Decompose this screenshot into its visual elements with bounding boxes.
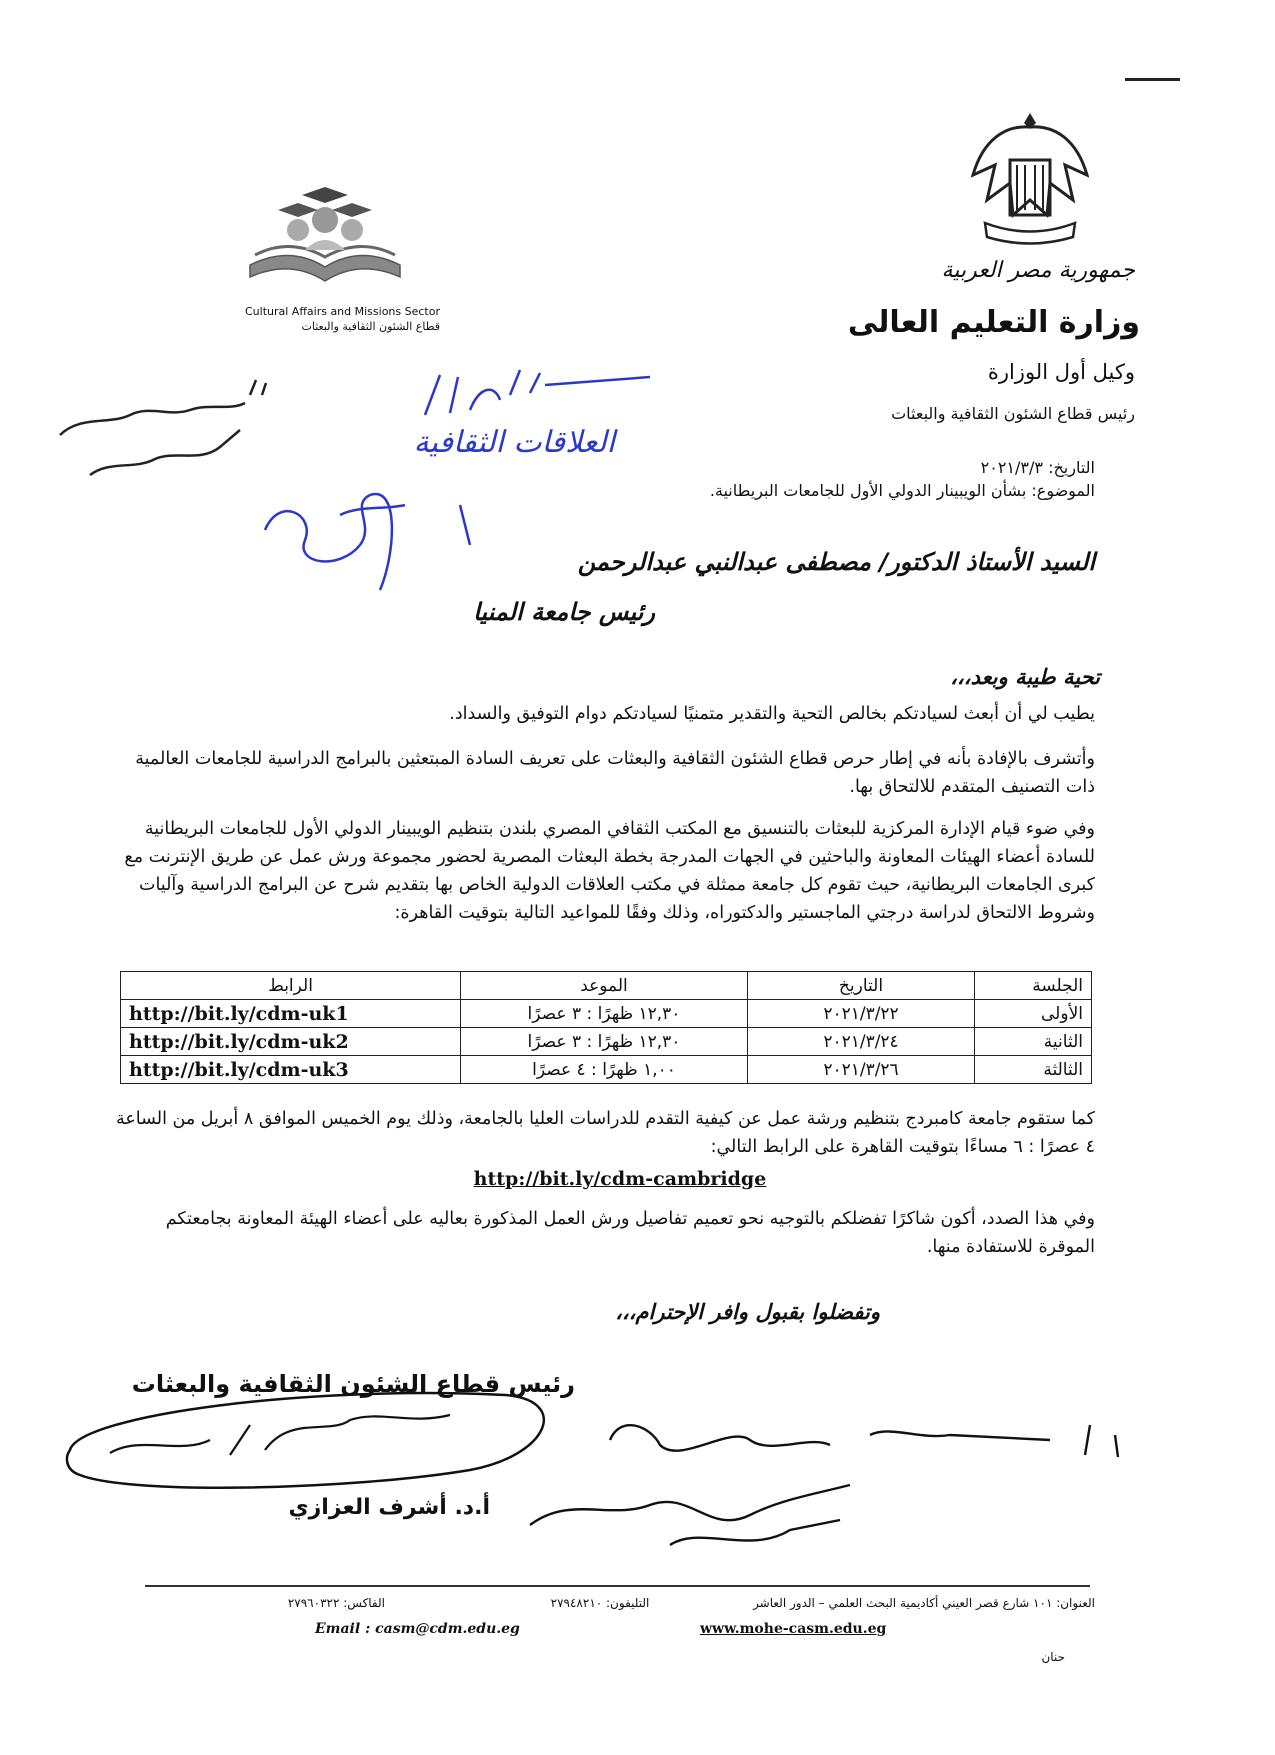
eagle-emblem-icon xyxy=(965,105,1095,250)
footer-divider xyxy=(145,1585,1090,1587)
signature-sector: رئيس قطاع الشئون الثقافية والبعثات xyxy=(131,1370,575,1398)
cambridge-link[interactable]: http://bit.ly/cdm-cambridge xyxy=(473,1168,767,1190)
header-time: الموعد xyxy=(461,972,748,1000)
footer-email[interactable]: Email : casm@cdm.edu.eg xyxy=(315,1621,520,1637)
corner-dash xyxy=(1125,78,1180,81)
greeting: تحية طيبة وبعد،،، xyxy=(950,665,1100,689)
footer-website-link[interactable]: www.mohe-casm.edu.eg xyxy=(700,1621,887,1637)
session-cell: الثالثة xyxy=(975,1056,1092,1084)
footer-initials: حنان xyxy=(1041,1650,1065,1664)
handwritten-signature-marks xyxy=(50,1345,1130,1585)
time-cell: ١٢,٣٠ ظهرًا : ٣ عصرًا xyxy=(461,1028,748,1056)
header-sector: رئيس قطاع الشئون الثقافية والبعثات xyxy=(891,404,1135,423)
handwritten-note: العلاقات الثقافية xyxy=(413,425,615,460)
table-row xyxy=(121,1000,1092,1028)
session-cell: الأولى xyxy=(975,1000,1092,1028)
paragraph-1: يطيب لي أن أبعث لسيادتكم بخالص التحية والتقدير متمنيًا لسيادتكم دوام التوفيق والسداد. xyxy=(449,704,1095,724)
paragraph-5: وفي هذا الصدد، أكون شاكرًا تفضلكم بالتوجيه نحو تعميم تفاصيل ورش العمل المذكورة بعاليه على أعضاء الهيئة المعاونة بجامعتكم الموقرة للاستفادة منها. xyxy=(165,1209,1095,1257)
session-link[interactable]: http://bit.ly/cdm-uk2 xyxy=(121,1028,461,1056)
table-row xyxy=(121,1056,1092,1084)
paragraph-4: كما ستقوم جامعة كامبردج بتنظيم ورشة عمل عن كيفية التقدم للدراسات العليا بالجامعة، وذلك يوم الخميس الموافق ٨ أبريل من الساعة ٤ عصرًا : ٦ مساءًا بتوقيت القاهرة على الرابط التالي: xyxy=(115,1109,1095,1157)
table-row xyxy=(121,1028,1092,1056)
header-session: الجلسة xyxy=(975,972,1092,1000)
time-cell: ١,٠٠ ظهرًا : ٤ عصرًا xyxy=(461,1056,748,1084)
header-country: جمهورية مصر العربية xyxy=(941,258,1135,283)
letter-date xyxy=(535,458,1095,477)
recipient-name: السيد الأستاذ الدكتور/ مصطفى عبدالنبي عبدالرحمن xyxy=(577,548,1095,576)
session-link[interactable]: http://bit.ly/cdm-uk3 xyxy=(121,1056,461,1084)
closing-line: وتفضلوا بقبول وافر الإحترام،،، xyxy=(615,1300,880,1324)
schedule-table xyxy=(120,971,1092,1084)
logo-caption-en: Cultural Affairs and Missions Sector xyxy=(244,305,440,318)
time-cell: ١٢,٣٠ ظهرًا : ٣ عصرًا xyxy=(461,1000,748,1028)
date-cell: ٢٠٢١/٣/٢٢ xyxy=(748,1000,975,1028)
date-value: ٢٠٢١/٣/٣ xyxy=(980,458,1043,477)
session-link[interactable]: http://bit.ly/cdm-uk1 xyxy=(121,1000,461,1028)
header-link: الرابط xyxy=(121,972,461,1000)
recipient-title: رئيس جامعة المنيا xyxy=(473,598,655,626)
header-deputy: وكيل أول الوزارة xyxy=(987,360,1135,384)
paragraph-2: وأتشرف بالإفادة بأنه في إطار حرص قطاع الشئون الثقافية والبعثات على تعريف السادة المبتعثين بالبرامج الدراسية للجامعات العالمية ذات التصنيف المتقدم للالتحاق بها. xyxy=(135,749,1095,797)
header-ministry: وزارة التعليم العالى xyxy=(847,305,1140,340)
date-cell: ٢٠٢١/٣/٢٤ xyxy=(748,1028,975,1056)
header-date: التاريخ xyxy=(748,972,975,1000)
paragraph-3: وفي ضوء قيام الإدارة المركزية للبعثات بالتنسيق مع المكتب الثقافي المصري بلندن بتنظيم الويبينار الدولي الأول للجامعات البريطانية للسادة أعضاء الهيئات المعاونة والباحثين في الجهات المدرجة بخطة البعثات المصرية لحضور مجموعة ورش عمل عن طريق الإنترنت مع كبرى الجامعات البريطانية، حيث تقوم كل جامعة ممثلة في مكتب العلاقات الدولية الخاص بها بتقديم شرح عن البرامج الدراسية وآليات وشروط الالتحاق لدراسة درجتي الماجستير والدكتوراه، وذلك وفقًا للمواعيد التالية بتوقيت القاهرة: xyxy=(124,819,1095,923)
table-header-row xyxy=(121,972,1092,1000)
date-cell: ٢٠٢١/٣/٢٦ xyxy=(748,1056,975,1084)
logo-caption-ar: قطاع الشئون الثقافية والبعثات xyxy=(301,320,440,333)
subject-value: بشأن الويبينار الدولي الأول للجامعات البريطانية. xyxy=(709,481,1027,500)
sector-logo-icon xyxy=(240,175,410,290)
subject-label: الموضوع: xyxy=(1031,481,1095,500)
letter-subject xyxy=(395,481,1095,500)
date-label: التاريخ: xyxy=(1048,458,1095,477)
session-cell: الثانية xyxy=(975,1028,1092,1056)
signature-name: أ.د. أشرف العزازي xyxy=(288,1495,490,1520)
footer-address: العنوان: ١٠١ شارع قصر العيني أكاديمية البحث العلمي – الدور العاشر xyxy=(753,1596,1095,1610)
footer-phone: التليفون: ٢٧٩٤٨٢١٠ xyxy=(550,1596,650,1610)
footer-fax: الفاكس: ٢٧٩٦٠٣٢٢ xyxy=(287,1596,385,1610)
